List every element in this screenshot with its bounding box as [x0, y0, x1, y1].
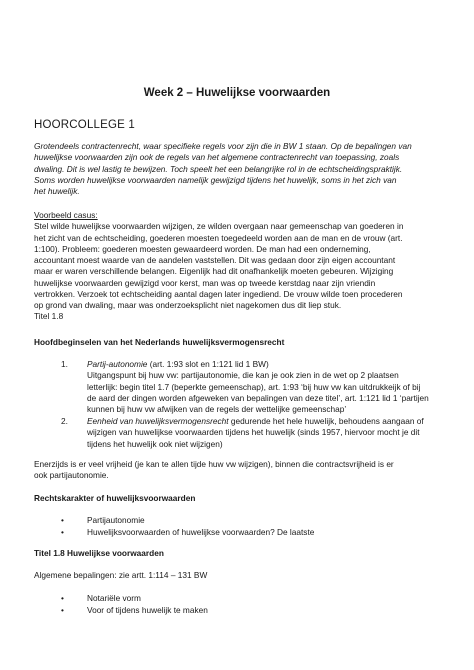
algemene-line: Algemene bepalingen: zie artt. 1:114 – 131 BW [34, 570, 208, 580]
list-item-line: gedurende het hele huwelijk, behoudens aangaan of [228, 416, 424, 426]
bullet-icon: • [61, 527, 64, 537]
example-line: maar er waren verschillende belangen. Eigenlijk had dit onafhankelijk moeten gebeuren. Wijziging [34, 266, 394, 277]
example-line: het zicht van de echtscheiding, goederen moesten toegedeeld worden aan de man en de vrouw (art. [34, 232, 403, 243]
rechtskarakter-heading: Rechtskarakter of huwelijksvoorwaarden [34, 493, 196, 503]
example-line: vertrokken. Verzoek tot echtscheiding aantal dagen later ingediend. De vrouw wilde toen procederen [34, 289, 403, 300]
intro-line: Grotendeels contractenrecht, waar specifieke regels voor zijn die in BW 1 staan. Op de bepalingen van [34, 141, 412, 151]
titel-18-heading: Titel 1.8 Huwelijkse voorwaarden [34, 548, 164, 558]
list-item-line: tijdens het huwelijk ook niet wijzigen) [87, 438, 223, 449]
bullet-icon: • [61, 605, 64, 615]
document-title: Week 2 – Huwelijkse voorwaarden [143, 87, 331, 99]
titel-18-label: Titel 1.8 [34, 311, 64, 321]
bullet-item: Partijautonomie [87, 515, 145, 525]
list-number: 1. [61, 359, 68, 369]
example-paragraph [34, 210, 444, 312]
list-item [87, 359, 447, 415]
example-line: huwelijkse voorwaarden gewijzigd voor kerst, man was op tweede kerstdag naar zijn vriendin [34, 277, 376, 288]
list-item-term: Partij-autonomie [87, 359, 148, 369]
example-line: Stel wilde huwelijkse voorwaarden wijzigen, ze wilden overgaan naar gemeenschap van goederen in [34, 221, 404, 232]
example-label: Voorbeeld casus: [34, 210, 98, 220]
hoofdbeginselen-heading: Hoofdbeginselen van het Nederlands huwelijksvermogensrecht [34, 337, 285, 347]
bullet-icon: • [61, 515, 64, 525]
list-item-term: Eenheid van huwelijksvermogensrecht [87, 416, 229, 426]
enerzijds-line: ook partijautonomie. [34, 470, 109, 481]
bullet-icon: • [61, 593, 64, 603]
list-item-line: wijzigen van huwelijkse voorwaarden tijdens het huwelijk (sinds 1957, hiervoor mocht je dit [87, 427, 420, 438]
intro-paragraph [34, 141, 444, 197]
lecture-heading: HOORCOLLEGE 1 [34, 119, 136, 131]
list-item-line: de aard der dingen worden afgeweken van bepalingen van deze titel’, art. 1:121 lid 1 ‘partijen [87, 392, 429, 403]
bullet-item: Voor of tijdens huwelijk te maken [87, 605, 208, 615]
bullet-item: Huwelijksvoorwaarden of huwelijkse voorwaarden? De laatste [87, 527, 315, 537]
intro-line: dwaling. Dit is wel lastig te bewijzen. Toch speelt het een belangrijke rol in de echtscheidingspraktijk. [34, 163, 403, 174]
enerzijds-paragraph [34, 459, 444, 482]
example-line: 1:100). Probleem: goederen moesten gewaardeerd worden. De man had een onderneming, [34, 243, 371, 254]
list-item-line: letterlijk: begin titel 1.7 (beperkte gemeenschap), art. 1:93 ‘bij huw vw kan uitdrukkeijk of bij [87, 381, 421, 392]
bullet-item: Notariële vorm [87, 593, 141, 603]
intro-line: Soms worden huwelijkse voorwaarden namelijk gewijzigd tijdens het huwelijk, soms in het zich van [34, 174, 397, 185]
list-number: 2. [61, 416, 68, 426]
list-item-line: Uitgangspunt bij huw vw: partijautonomie, die kan je ook zien in de wet op 2 plaatsen [87, 370, 399, 381]
list-item [87, 416, 447, 450]
example-line: accountant moest waarde van de aandelen vaststellen. Dit was gedaan door zijn eigen accountant [34, 255, 396, 266]
enerzijds-line: Enerzijds is er veel vrijheid (je kan te allen tijde huw vw wijzigen), binnen die contractsvrijheid is er [34, 459, 394, 469]
intro-line: het huwelijk. [34, 186, 80, 197]
intro-line: huwelijkse voorwaarden zijn ook de regels van het algemene contractenrecht van toepassing, zoals [34, 152, 400, 163]
list-item-line: (art. 1:93 slot en 1:121 lid 1 BW) [147, 359, 269, 369]
list-item-line: kunnen bij huw vw afwijken van de regels der wettelijke gemeenschap’ [87, 404, 347, 415]
example-line: op grond van dwaling, maar was onderzoeksplicht niet nagekomen dus dit liep stuk. [34, 300, 342, 311]
